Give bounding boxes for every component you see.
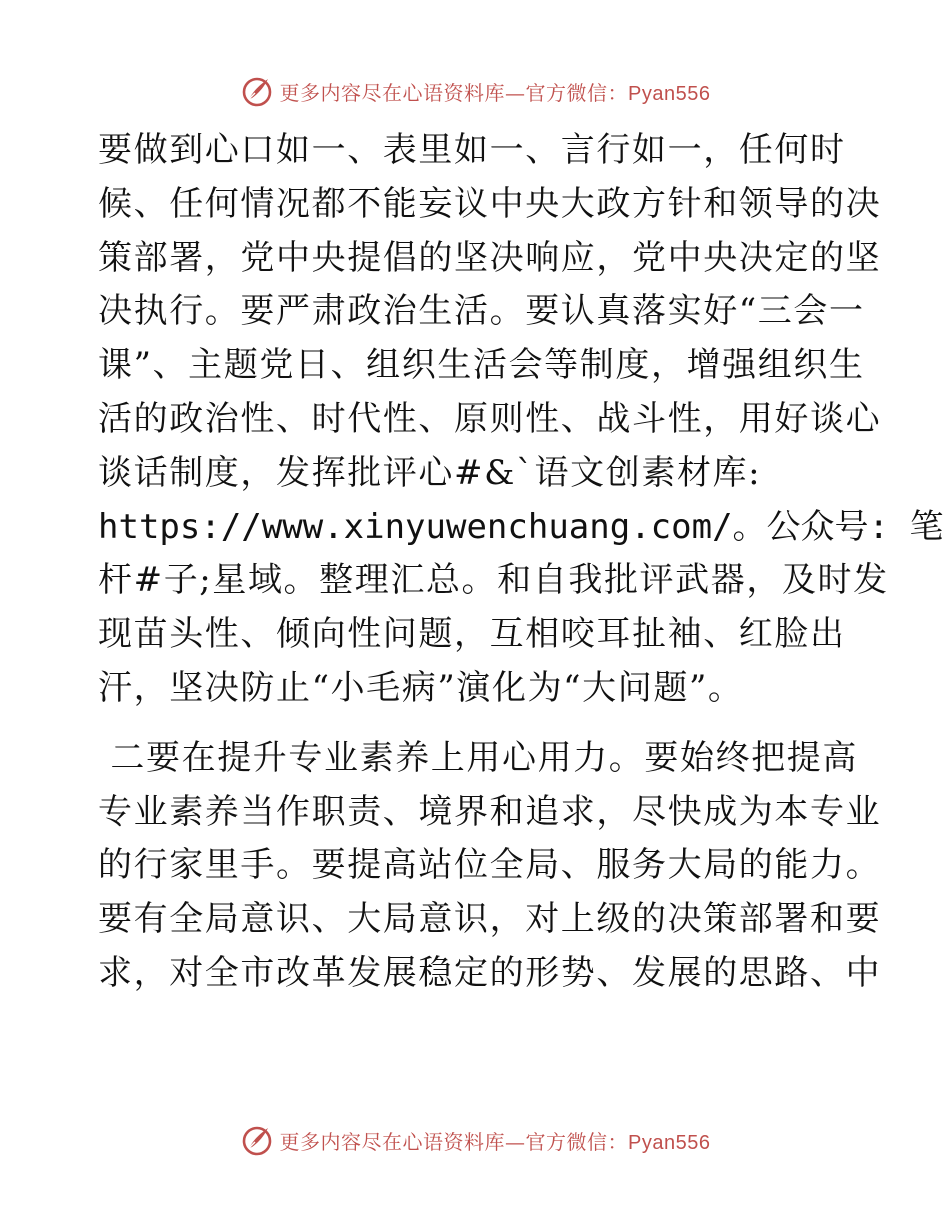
header-banner-text [280, 77, 711, 106]
text-line: 现苗头性、倾向性问题，互相咬耳扯袖、红脸出 [98, 614, 846, 655]
quill-logo-icon [240, 1123, 274, 1157]
paragraph-spacer [98, 716, 858, 732]
text-line: 汗，坚决防止“小毛病”演化为“大问题”。 [98, 667, 744, 708]
text-line: 课”、主题党日、组织生活会等制度，增强组织生 [98, 345, 865, 386]
footer-banner-label: 更多内容尽在心语资料库—官方微信： [279, 1129, 629, 1154]
document-body [98, 124, 944, 1001]
footer-banner [0, 1120, 950, 1160]
text-line: 活的政治性、时代性、原则性、战斗性，用好谈心 [98, 398, 882, 439]
paragraph-1 [98, 124, 944, 716]
text-line: 策部署，党中央提倡的坚决响应，党中央决定的坚 [98, 237, 882, 278]
text-line: 专业素养当作职责、境界和追求，尽快成为本专业 [98, 791, 882, 832]
text-line: 要做到心口如一、表里如一、言行如一，任何时 [98, 130, 846, 170]
text-line: 二要在提升专业素养上用心用力。要始终把提高 [98, 737, 859, 778]
text-line: 决执行。要严肃政治生活。要认真落实好“三会一 [98, 291, 865, 332]
text-line: 杆#子;星域。整理汇总。和自我批评武器，及时发 [98, 560, 889, 601]
header-banner-label: 更多内容尽在心语资料库—官方微信： [279, 80, 629, 105]
text-line: 谈话制度，发挥批评心#&`语文创素材库: [98, 452, 762, 493]
header-banner [0, 71, 950, 111]
text-line-url: https://www.xinyuwenchuang.com/。公众号: 笔 [98, 506, 944, 547]
text-line: 求，对全市改革发展稳定的形势、发展的思路、中 [98, 952, 882, 993]
text-line: 候、任何情况都不能妄议中央大政方针和领导的决 [98, 183, 882, 224]
footer-wechat-id: Pyan556 [628, 1131, 711, 1154]
footer-banner-text [280, 1126, 711, 1155]
paragraph-2 [98, 732, 882, 1001]
text-line: 的行家里手。要提高站位全局、服务大局的能力。 [98, 845, 882, 886]
quill-logo-icon [240, 74, 274, 108]
text-line: 要有全局意识、大局意识，对上级的决策部署和要 [98, 899, 882, 940]
header-wechat-id: Pyan556 [628, 82, 711, 105]
